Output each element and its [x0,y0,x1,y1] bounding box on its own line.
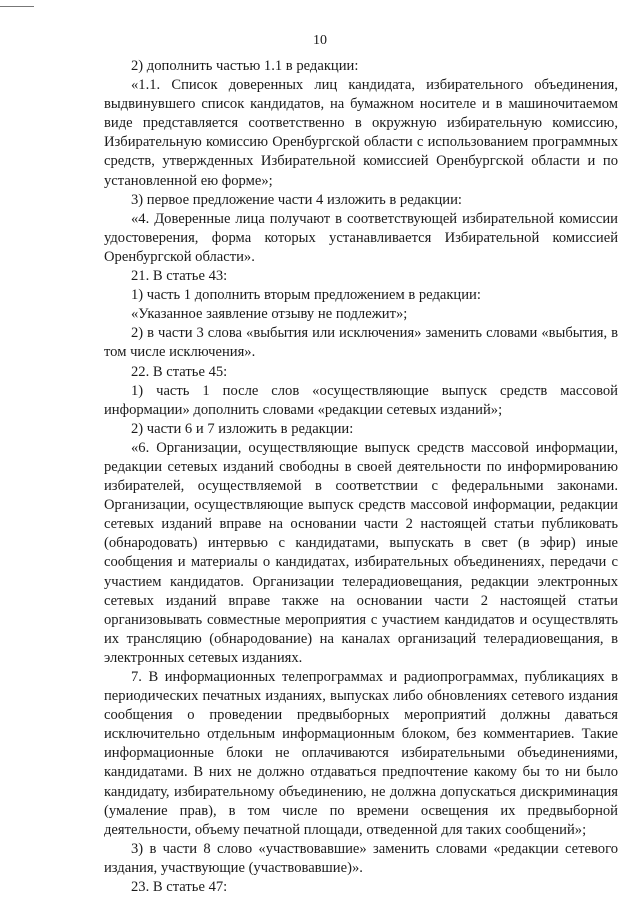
paragraph-11: 2) части 6 и 7 изложить в редакции: [131,420,354,437]
paragraph-4: «4. Доверенные лица получают в соответствующей избирательной комиссии удостоверения, форма которых устанавливается Избирательной комиссией Оренбургской области». [104,210,618,265]
paragraph-9: 22. В статье 45: [131,363,228,380]
paragraph-12: «6. Организации, осуществляющие выпуск средств массовой информации, редакции сетевых изданий свободны в своей деятельности по информированию избирателей, осуществляемой в соответствии с федеральными законами. Организации, осуществляющие выпуск средств массовой информации, редакции сетевых изданий вправе на основании части 2 настоящей статьи публиковать (обнародовать) интервью с кандидатами, выпускать в свет (в эфир) иные сообщения и материалы о кандидатах, избирательных объединениях, передачи с участием кандидатов. Организации телерадиовещания, редакции электронных сетевых изданий вправе также на основании части 2 настоящей статьи организовывать совместные мероприятия с участием кандидатов и осуществлять их трансляцию (обнародование) на каналах организаций телерадиовещания, в электронных сетевых изданиях. [104,439,618,666]
paragraph-1: 2) дополнить частью 1.1 в редакции: [131,58,359,74]
paragraph-3: 3) первое предложение части 4 изложить в редакции: [131,191,462,208]
paragraph-14: 3) в части 8 слово «участвовавшие» заменить словами «редакции сетевого издания, участвующие (участвовавшие)». [104,840,618,876]
paragraph-5: 21. В статье 43: [131,268,228,285]
paragraph-15: 23. В статье 47: [131,879,228,896]
paragraph-2: «1.1. Список доверенных лиц кандидата, избирательного объединения, выдвинувшего список кандидатов, на бумажном носителе и в машиночитаемом виде представляется соответственно в окружную избирательную комиссию, Избирательную комиссию Оренбургской области с использованием программных средств, утвержденных Избирательной комиссией Оренбургской области и по установленной ею форме»; [104,77,618,189]
document-body [104,57,618,897]
page-corner-mark [0,0,34,7]
paragraph-6: 1) часть 1 дополнить вторым предложением в редакции: [131,287,481,304]
paragraph-13: 7. В информационных телепрограммах и радиопрограммах, публикациях в периодических печатных изданиях, выпусках либо обновлениях сетевого издания сообщения о проведении предвыборных мероприятий должны даваться исключительно отдельным информационным блоком, без комментариев. Такие информационные блоки не оплачиваются избирательными объединениями, кандидатами. В них не должно отдаваться предпочтение какому бы то ни было кандидату, избирательному объединению, не должна допускаться дискриминация (умаление прав), в том числе по времени освещения их предвыборной деятельности, объему печатной площади, отведенной для таких сообщений»; [104,669,618,838]
paragraph-7: «Указанное заявление отзыву не подлежит»; [131,306,408,323]
page-number: 10 [313,33,327,48]
paragraph-10: 1) часть 1 после слов «осуществляющие выпуск средств массовой информации» дополнить словами «редакции сетевых изданий»; [104,382,618,418]
paragraph-8: 2) в части 3 слова «выбытия или исключения» заменить словами «выбытия, в том числе исключения». [104,325,618,361]
